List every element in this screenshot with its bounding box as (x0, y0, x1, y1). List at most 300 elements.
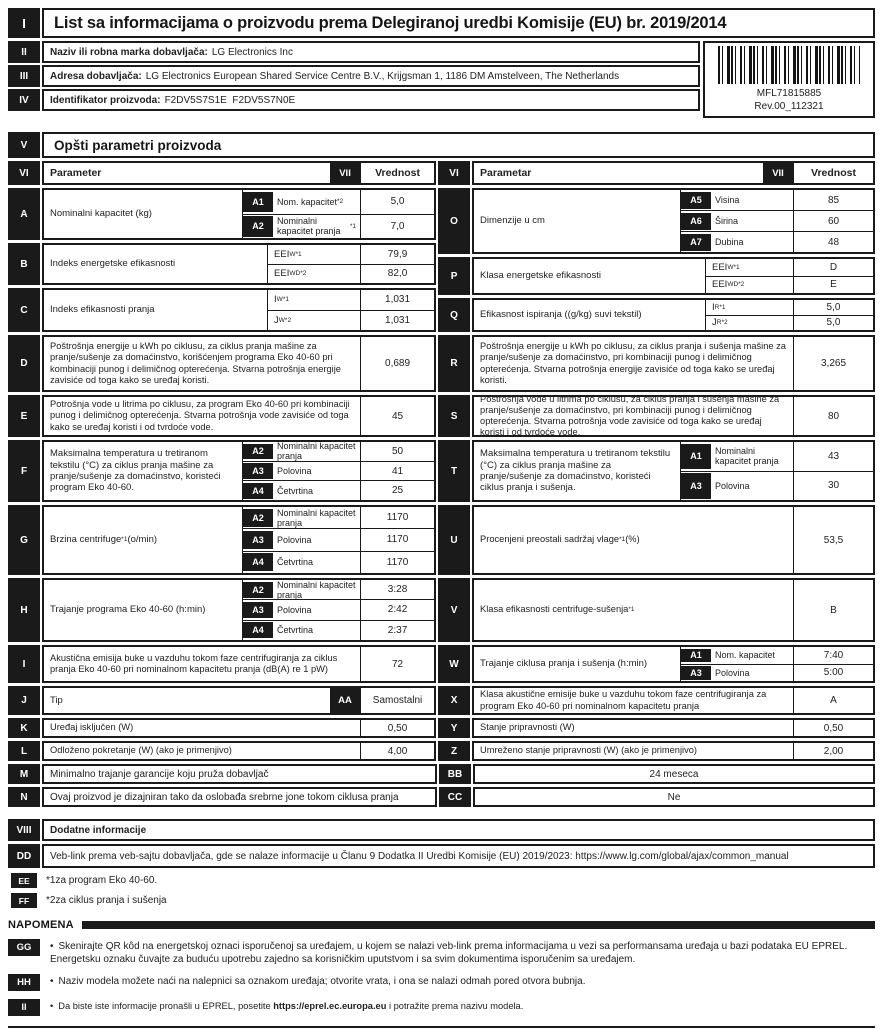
row-right-W (438, 645, 875, 683)
document-header (8, 8, 875, 118)
symbol-rows (705, 259, 873, 293)
row-id-badge: DD (8, 844, 40, 868)
sub-label (711, 472, 793, 501)
param-text: Poštrošnja vode u litrima po ciklusu, za ciklus pranja i sušenja mašine za pranje/sušenje za domaćinstvo, pri kombinaciji punog i delimičnog opterećenja. Stvarna potrošnja vode zavisiće od toga kako se uređaj koristi i od tvrdoće vode. (480, 393, 780, 438)
row-cell (42, 395, 436, 437)
footnote-ref: *1 (719, 303, 726, 311)
symbol-subscript: W (276, 296, 283, 304)
additional-title (42, 819, 875, 841)
symbol-row (267, 245, 434, 264)
value-cell: 41 (360, 462, 434, 481)
param-label (42, 764, 437, 784)
row-left-F (8, 440, 436, 502)
value-cell: 1170 (360, 507, 434, 528)
table-column-right (438, 161, 875, 764)
param-label (44, 245, 267, 283)
row-cell (42, 288, 436, 332)
symbol-cell (267, 265, 360, 284)
column-header-vii-badge: VII (330, 163, 360, 183)
weblink-text: Veb-link prema veb-sajtu dobavljača, gde se nalaze informacije u Članu 9 Dodatka II Uredbi Komisije (EU) 2019/2023: https://www.lg.com/global/ajax/common_manual (50, 850, 789, 862)
row-span-M (8, 764, 875, 784)
value-cell: D (793, 259, 873, 276)
symbol-subscript: R (716, 319, 722, 327)
row-id-badge: E (8, 395, 40, 437)
value-cell: 5,0 (793, 316, 873, 331)
row-id-badge: J (8, 686, 40, 715)
symbol-row (705, 276, 873, 294)
row-id-badge: T (438, 440, 470, 502)
param-text: Klasa efikasnosti centrifuge-sušenja (480, 604, 629, 615)
supplier-row (8, 65, 700, 87)
param-label (44, 507, 242, 573)
row-id-badge: M (8, 764, 40, 784)
sub-row (681, 442, 873, 471)
row-id-badge: N (8, 787, 40, 807)
param-label (44, 580, 242, 640)
footnote-ref: *1 (619, 536, 626, 544)
value-cell: 1170 (360, 552, 434, 573)
sub-label-text: Četvrtina (277, 485, 314, 496)
row-right-O (438, 188, 875, 254)
footnote-body: za program Eko 40-60. (55, 875, 158, 886)
symbol-subscript: W (289, 250, 296, 258)
value-cell: 43 (793, 442, 873, 471)
sub-row (681, 664, 873, 682)
row-right-V (438, 578, 875, 642)
row-id-badge: VI (438, 161, 470, 185)
param-label (474, 442, 680, 500)
sub-row (681, 471, 873, 501)
row-span-N (8, 787, 875, 807)
param-text: Odloženo pokretanje (W) (ako je primenjivo) (50, 745, 232, 756)
symbol-row (267, 290, 434, 310)
sub-label (711, 442, 793, 471)
value-cell: Ne (473, 787, 875, 807)
sub-rows (242, 190, 434, 238)
param-label (44, 337, 360, 390)
param-label (474, 720, 793, 736)
sub-row (243, 551, 434, 573)
footnote-mark: *1 (46, 875, 56, 886)
symbol-cell (705, 316, 793, 331)
param-text: Minimalno trajanje garancije koju pruža dobavljač (50, 768, 269, 780)
sub-label (711, 232, 793, 252)
param-text: Stanje pripravnosti (W) (480, 722, 575, 733)
sub-label (273, 215, 360, 239)
row-left-G (8, 505, 436, 575)
symbol-row (705, 259, 873, 276)
sub-label (711, 211, 793, 231)
section-title-row (8, 132, 875, 158)
sub-label-text: Nominalni kapacitet pranja (277, 507, 356, 528)
value-cell: 45 (360, 397, 434, 435)
napomena-title: NAPOMENA (8, 919, 74, 931)
value-cell: 72 (360, 647, 434, 681)
param-label (474, 190, 680, 252)
row-cell (472, 161, 875, 185)
value-cell: Samostalni (360, 688, 434, 713)
parameters-table (8, 161, 875, 807)
sub-id-badge: A3 (681, 666, 711, 680)
supplier-label: Naziv ili robna marka dobavljača: (50, 46, 208, 58)
sub-rows (242, 442, 434, 500)
sub-id-badge: A3 (243, 602, 273, 618)
sub-row (681, 231, 873, 252)
footnote-body: za ciklus pranja i sušenja (55, 895, 167, 906)
barcode-code: MFL71815885 (756, 88, 822, 99)
param-label (474, 393, 793, 438)
sub-row (243, 461, 434, 481)
row-cell (472, 257, 875, 295)
additional-title-row (8, 819, 875, 841)
param-text: Efikasnost ispiranja ((g/kg) suvi tekstil) (480, 309, 642, 321)
param-label (474, 259, 705, 293)
row-id-badge: V (8, 132, 40, 158)
sub-id-badge: A2 (243, 216, 273, 237)
param-text: Potrošnja vode u litrima po ciklusu, za program Eko 40-60 pri kombinaciji punog i delimičnog opterećenja. Stvarna potrošnja vode zavisiće od toga kako se uređaj koristi i od tvrdoće vode. (50, 399, 350, 432)
symbol-cell (267, 290, 360, 310)
row-id-badge: H (8, 578, 40, 642)
param-label (474, 743, 793, 759)
sub-label-text: Nominalni kapacitet pranja (277, 216, 341, 237)
additional-information (8, 819, 875, 908)
row-id-badge: HH (8, 974, 40, 991)
row-id-badge: I (8, 645, 40, 683)
supplier-row (8, 41, 700, 63)
symbol-cell (267, 311, 360, 331)
row-left-I (8, 645, 436, 683)
row-left-D (8, 335, 436, 392)
row-id-badge: I (8, 8, 40, 38)
row-right-T (438, 440, 875, 502)
footnote-ref: *2 (337, 198, 344, 206)
supplier-value: F2DV5S7S1E F2DV5S7N0E (164, 94, 296, 106)
value-cell: 79,9 (360, 245, 434, 264)
sub-row (243, 599, 434, 619)
supplier-cell (42, 41, 700, 63)
sub-id-badge: A4 (243, 622, 273, 638)
row-right-Z (438, 741, 875, 761)
param-text: Nominalni kapacitet (kg) (50, 208, 152, 220)
value-cell: 2:42 (360, 600, 434, 619)
row-cell (42, 578, 436, 642)
bullet-glyph: • (50, 1001, 54, 1011)
value-cell: 1,031 (360, 290, 434, 310)
supplier-value: LG Electronics European Shared Service Centre B.V., Krijgsman 1, 1186 DM Amstelveen, The Netherlands (145, 70, 620, 82)
sub-label-text: Nominalni kapacitet pranja (277, 579, 356, 600)
supplier-label: Adresa dobavljača: (50, 70, 142, 82)
sub-label (273, 580, 360, 599)
row-id-badge: V (438, 578, 470, 642)
row-cell (472, 298, 875, 332)
sub-label-text: Nom. kapacitet (277, 196, 338, 207)
title-row (8, 8, 875, 38)
row-id-badge: A (8, 188, 40, 240)
sub-row (243, 480, 434, 500)
barcode-box (703, 41, 875, 118)
row-cell (42, 161, 436, 185)
row-id-badge: Q (438, 298, 470, 332)
param-text: Akustična emisija buke u vazduhu tokom faze centrifugiranja za ciklus pranja Eko 40-60 pri nominalnom kapacitetu pranja (dB(A) re 1 pW) (50, 652, 338, 674)
row-left-L (8, 741, 436, 761)
param-text: Brzina centrifuge (50, 534, 122, 546)
symbol-subscript: W (727, 263, 734, 271)
value-cell: 85 (793, 190, 873, 210)
barcode-revision: Rev.00_112321 (754, 101, 824, 112)
sub-row (243, 214, 434, 239)
row-cell (42, 335, 436, 392)
param-text: Maksimalna temperatura u tretiranom tekstilu (°C) za ciklus pranja mašine za pranje/sušenje za domaćinstvo, koristeći program Eko 40-60. (50, 448, 221, 494)
symbol-base: I (712, 301, 715, 313)
sub-id-badge: A1 (243, 192, 273, 213)
weblink-cell (42, 844, 875, 868)
barcode-image (718, 46, 860, 84)
sub-label (273, 529, 360, 550)
row-id-badge: C (8, 288, 40, 332)
param-text-tail: (%) (625, 534, 640, 545)
symbol-base: J (274, 314, 279, 326)
symbol-base: EEI (712, 261, 728, 273)
sub-label (711, 190, 793, 210)
param-text: Trajanje programa Eko 40-60 (h:min) (50, 604, 206, 616)
symbol-base: EEI (274, 268, 290, 280)
row-cell (42, 741, 436, 761)
value-cell: 30 (793, 472, 873, 501)
symbol-rows (267, 245, 434, 283)
row-id-badge: G (8, 505, 40, 575)
sub-label-text: Širina (715, 215, 739, 226)
row-right-Y (438, 718, 875, 738)
symbol-cell (705, 277, 793, 294)
weblink-row (8, 844, 875, 868)
row-id-badge: P (438, 257, 470, 295)
note-body: Skenirajte QR kôd na energetskoj oznaci isporučenoj sa uređajem, u kojem se nalazi veb-link prema informacijama u vezi sa performansama uređaja u bazi podataka EU EPREL. Energetsku oznaku čuvajte za buduću upotrebu zajedno sa korisničkim uputstvom i sa svim dokumentima isporučenim sa uređajem. (50, 941, 848, 965)
param-label (474, 580, 793, 640)
sub-label-text: Dubina (715, 236, 744, 247)
footnote-mark: *2 (46, 895, 56, 906)
value-cell: 1,031 (360, 311, 434, 331)
symbol-cell (705, 300, 793, 315)
additional-title-text: Dodatne informacije (50, 824, 147, 836)
sub-id-badge: A3 (681, 473, 711, 499)
note-row-HH (8, 974, 875, 991)
param-text: Ovaj proizvod je dizajniran tako da oslobađa srebrne jone tokom ciklusa pranja (50, 791, 399, 803)
row-cell (42, 505, 436, 575)
row-right-R (438, 335, 875, 392)
supplier-block (8, 41, 875, 118)
symbol-cell (705, 259, 793, 276)
row-cell (42, 686, 436, 715)
sub-id-badge: A4 (243, 553, 273, 571)
value-cell: 3,265 (793, 337, 873, 390)
supplier-cell (42, 65, 700, 87)
sub-rows (242, 507, 434, 573)
footnote-ref: *1 (628, 606, 635, 614)
value-cell: 82,0 (360, 265, 434, 284)
row-cell (472, 718, 875, 738)
sub-rows (680, 190, 873, 252)
column-header-text: Parameter (50, 166, 102, 179)
sub-label (273, 481, 360, 500)
note-row-II (8, 999, 875, 1016)
symbol-subscript: W (278, 316, 285, 324)
row-left-H (8, 578, 436, 642)
value-cell: B (793, 580, 873, 640)
note-text (50, 939, 875, 966)
param-label (44, 397, 360, 435)
table-column-left (8, 161, 436, 764)
param-text: Klasa energetske efikasnosti (480, 270, 601, 282)
sub-label-text: Nominalni kapacitet pranja (715, 446, 779, 467)
napomena-notes (8, 919, 875, 1016)
row-id-badge: D (8, 335, 40, 392)
value-cell: 7,0 (360, 215, 434, 239)
param-label (474, 688, 793, 713)
footnote-ref: *2 (721, 319, 728, 327)
param-label (474, 337, 793, 390)
sub-label-text: Polovina (277, 534, 312, 545)
column-header-vii-badge: VII (763, 163, 793, 183)
row-cell (472, 335, 875, 392)
param-text: Uređaj isključen (W) (50, 722, 134, 733)
row-left-B (8, 243, 436, 285)
row-left-K (8, 718, 436, 738)
param-text: Procenjeni preostali sadržaj vlage (480, 534, 620, 545)
footnote-text (46, 895, 167, 906)
sub-id-badge: A1 (681, 649, 711, 663)
symbol-subscript: WD (727, 281, 739, 289)
note-url: https://eprel.ec.europa.eu (273, 1001, 387, 1011)
row-cell (42, 440, 436, 502)
sub-row (681, 190, 873, 210)
param-text-tail: (o/min) (127, 534, 158, 546)
row-cell (42, 645, 436, 683)
sub-label-text: Nominalni kapacitet pranja (277, 441, 356, 462)
row-id-badge: EE (11, 873, 37, 888)
sub-rows (680, 442, 873, 500)
param-text: Klasa akustične emisije buke u vazduhu tokom faze centrifugiranja za program Eko 40-60 pri nominalnom kapacitetu pranja (480, 689, 767, 711)
supplier-label: Identifikator proizvoda: (50, 94, 161, 106)
sub-rows (242, 580, 434, 640)
param-label (44, 720, 360, 736)
row-id-badge: R (438, 335, 470, 392)
value-cell: 5:00 (793, 665, 873, 682)
sub-label-text: Nom. kapacitet (715, 650, 776, 661)
column-header-value: Vrednost (793, 163, 873, 183)
row-cell (42, 718, 436, 738)
section-title (42, 132, 875, 158)
napomena-header (8, 919, 875, 931)
param-label (44, 442, 242, 500)
note-body-pre: Da biste iste informacije pronašli u EPREL, posetite (58, 1001, 274, 1011)
row-id-badge: GG (8, 939, 40, 956)
row-id-badge: III (8, 65, 40, 87)
sub-label-text: Polovina (277, 465, 312, 476)
row-left-J (8, 686, 436, 715)
row-cell (472, 395, 875, 437)
sub-label (273, 462, 360, 481)
row-id-badge: IV (8, 89, 40, 111)
param-text: Indeks efikasnosti pranja (50, 304, 155, 316)
section-general-parameters (8, 132, 875, 158)
row-id-badge: U (438, 505, 470, 575)
note-text (50, 974, 586, 988)
row-id-badge: VI (8, 161, 40, 185)
row-cell (472, 440, 875, 502)
footnote-ref: *1 (295, 250, 302, 258)
row-id-badge: W (438, 645, 470, 683)
bullet-glyph: • (50, 976, 54, 987)
sub-label-text: Polovina (715, 667, 750, 678)
param-label (474, 507, 793, 573)
symbol-row (267, 310, 434, 331)
section-title-text: Opšti parametri proizvoda (54, 137, 222, 153)
footnote-ref: *2 (738, 281, 745, 289)
row-cell (42, 188, 436, 240)
symbol-row (705, 315, 873, 331)
row-left-VI (8, 161, 436, 185)
note-body: Naziv modela možete naći na nalepnici sa oznakom uređaja; otvorite vrata, i ona se nalazi odmah pored otvora bubnja. (58, 976, 586, 987)
footnote-ref: *1 (282, 296, 289, 304)
param-label (42, 787, 437, 807)
param-text: Umreženo stanje pripravnosti (W) (ako je primenjivo) (480, 745, 698, 756)
note-text (50, 999, 523, 1012)
sub-row (681, 647, 873, 664)
value-cell: 60 (793, 211, 873, 231)
row-id-badge: CC (439, 787, 471, 807)
sub-id-badge: A3 (243, 463, 273, 479)
value-cell: A (793, 688, 873, 713)
value-cell: 2,00 (793, 743, 873, 759)
sub-id-badge: A7 (681, 234, 711, 251)
sub-row (243, 507, 434, 528)
footnote-ref: *1 (349, 222, 357, 230)
value-cell: 1170 (360, 529, 434, 550)
row-id-badge: II (8, 999, 40, 1016)
row-id-badge: B (8, 243, 40, 285)
sub-label (273, 552, 360, 573)
param-text: Indeks energetske efikasnosti (50, 258, 176, 270)
sub-label (711, 665, 793, 682)
symbol-subscript: WD (289, 270, 301, 278)
row-right-X (438, 686, 875, 715)
value-cell: E (793, 277, 873, 294)
param-text: Poštrošnja energije u kWh po ciklusu, za ciklus pranja mašine za pranje/sušenje za domaćinstvo, korišćenjem programa Eko 40-60 pri kombinaciji punog i delimičnog opterećenja. Stvarna potrošnja energije zavisiće od toga kako se uređaj koristi. (50, 341, 341, 385)
row-cell (472, 645, 875, 683)
column-header-value: Vrednost (360, 163, 434, 183)
value-cell: 0,50 (360, 720, 434, 736)
sub-id-badge: A5 (681, 192, 711, 209)
row-right-VI (438, 161, 875, 185)
page-title-text: List sa informacijama o proizvodu prema Delegiranoj uredbi Komisije (EU) br. 2019/2014 (54, 13, 727, 32)
sub-label (273, 600, 360, 619)
sub-label (273, 507, 360, 528)
sub-label (273, 442, 360, 461)
sub-id-badge: A4 (243, 483, 273, 499)
page-title (42, 8, 875, 38)
value-cell: 4,00 (360, 743, 434, 759)
sub-label-text: Visina (715, 194, 740, 205)
param-label (44, 743, 360, 759)
value-cell: 5,0 (360, 190, 434, 214)
param-text: Tip (50, 694, 63, 706)
row-id-badge: FF (11, 893, 37, 908)
sub-id-badge: A6 (681, 213, 711, 230)
row-left-A (8, 188, 436, 240)
table-columns (8, 161, 875, 764)
sub-id-badge: A1 (681, 444, 711, 470)
param-label (44, 290, 267, 330)
